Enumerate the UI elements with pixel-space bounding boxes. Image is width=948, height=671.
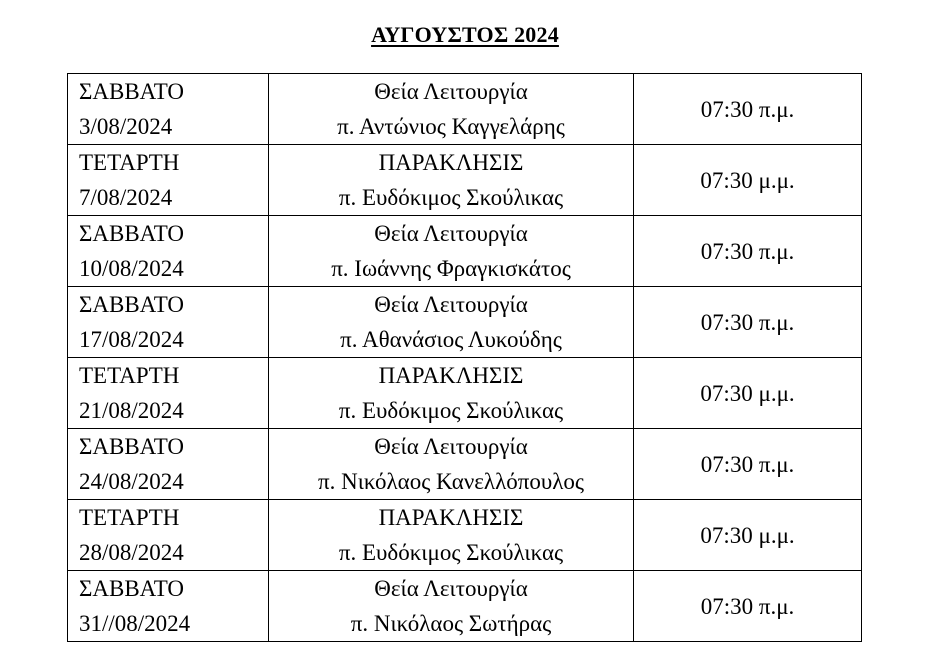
service-name: ΠΑΡΑΚΛΗΣΙΣ [378, 150, 524, 175]
date-value: 28/08/2024 [79, 540, 184, 565]
service-name: Θεία Λειτουργία [374, 576, 528, 601]
day-name: ΤΕΤΑΡΤΗ [79, 150, 180, 175]
date-cell [68, 216, 269, 287]
table-row [68, 571, 862, 642]
priest-name: π. Ευδόκιμος Σκούλικας [338, 185, 564, 210]
service-cell [269, 571, 634, 642]
time-cell: 07:30 π.μ. [634, 287, 862, 358]
priest-name: π. Ευδόκιμος Σκούλικας [338, 398, 564, 423]
service-cell [269, 500, 634, 571]
date-value: 3/08/2024 [79, 114, 173, 139]
day-name: ΣΑΒΒΑΤΟ [79, 79, 185, 104]
service-cell [269, 74, 634, 145]
service-cell [269, 145, 634, 216]
date-cell [68, 500, 269, 571]
day-name: ΣΑΒΒΑΤΟ [79, 576, 185, 601]
day-name: ΤΕΤΑΡΤΗ [79, 505, 180, 530]
schedule-table [67, 73, 862, 642]
page-title: ΑΥΓΟΥΣΤΟΣ 2024 [371, 22, 559, 47]
day-name: ΣΑΒΒΑΤΟ [79, 221, 185, 246]
date-cell [68, 571, 269, 642]
priest-name: π. Αθανάσιος Λυκούδης [340, 327, 562, 352]
priest-name: π. Νικόλαος Κανελλόπουλος [318, 469, 584, 494]
time-cell: 07:30 μ.μ. [634, 358, 862, 429]
day-name: ΤΕΤΑΡΤΗ [79, 363, 180, 388]
date-cell [68, 145, 269, 216]
service-name: ΠΑΡΑΚΛΗΣΙΣ [378, 505, 524, 530]
table-row [68, 358, 862, 429]
time-cell: 07:30 π.μ. [634, 429, 862, 500]
date-cell [68, 287, 269, 358]
date-value: 10/08/2024 [79, 256, 184, 281]
time-cell: 07:30 π.μ. [634, 74, 862, 145]
date-value: 17/08/2024 [79, 327, 184, 352]
table-row [68, 429, 862, 500]
service-name: Θεία Λειτουργία [374, 221, 528, 246]
priest-name: π. Νικόλαος Σωτήρας [350, 611, 552, 636]
service-cell [269, 216, 634, 287]
priest-name: π. Ιωάννης Φραγκισκάτος [331, 256, 571, 281]
date-value: 24/08/2024 [79, 469, 184, 494]
date-value: 7/08/2024 [79, 185, 173, 210]
priest-name: π. Ευδόκιμος Σκούλικας [338, 540, 564, 565]
service-cell [269, 287, 634, 358]
date-value: 21/08/2024 [79, 398, 184, 423]
table-row [68, 287, 862, 358]
time-cell: 07:30 π.μ. [634, 571, 862, 642]
service-name: Θεία Λειτουργία [374, 434, 528, 459]
table-row [68, 500, 862, 571]
time-cell: 07:30 π.μ. [634, 216, 862, 287]
date-cell [68, 74, 269, 145]
table-row [68, 216, 862, 287]
time-cell: 07:30 μ.μ. [634, 145, 862, 216]
date-cell [68, 358, 269, 429]
time-cell: 07:30 μ.μ. [634, 500, 862, 571]
service-name: Θεία Λειτουργία [374, 292, 528, 317]
date-cell [68, 429, 269, 500]
day-name: ΣΑΒΒΑΤΟ [79, 292, 185, 317]
priest-name: π. Αντώνιος Καγγελάρης [337, 114, 565, 139]
day-name: ΣΑΒΒΑΤΟ [79, 434, 185, 459]
date-value: 31//08/2024 [79, 611, 191, 636]
service-name: Θεία Λειτουργία [374, 79, 528, 104]
service-cell [269, 429, 634, 500]
table-row [68, 145, 862, 216]
service-cell [269, 358, 634, 429]
service-name: ΠΑΡΑΚΛΗΣΙΣ [378, 363, 524, 388]
table-row [68, 74, 862, 145]
